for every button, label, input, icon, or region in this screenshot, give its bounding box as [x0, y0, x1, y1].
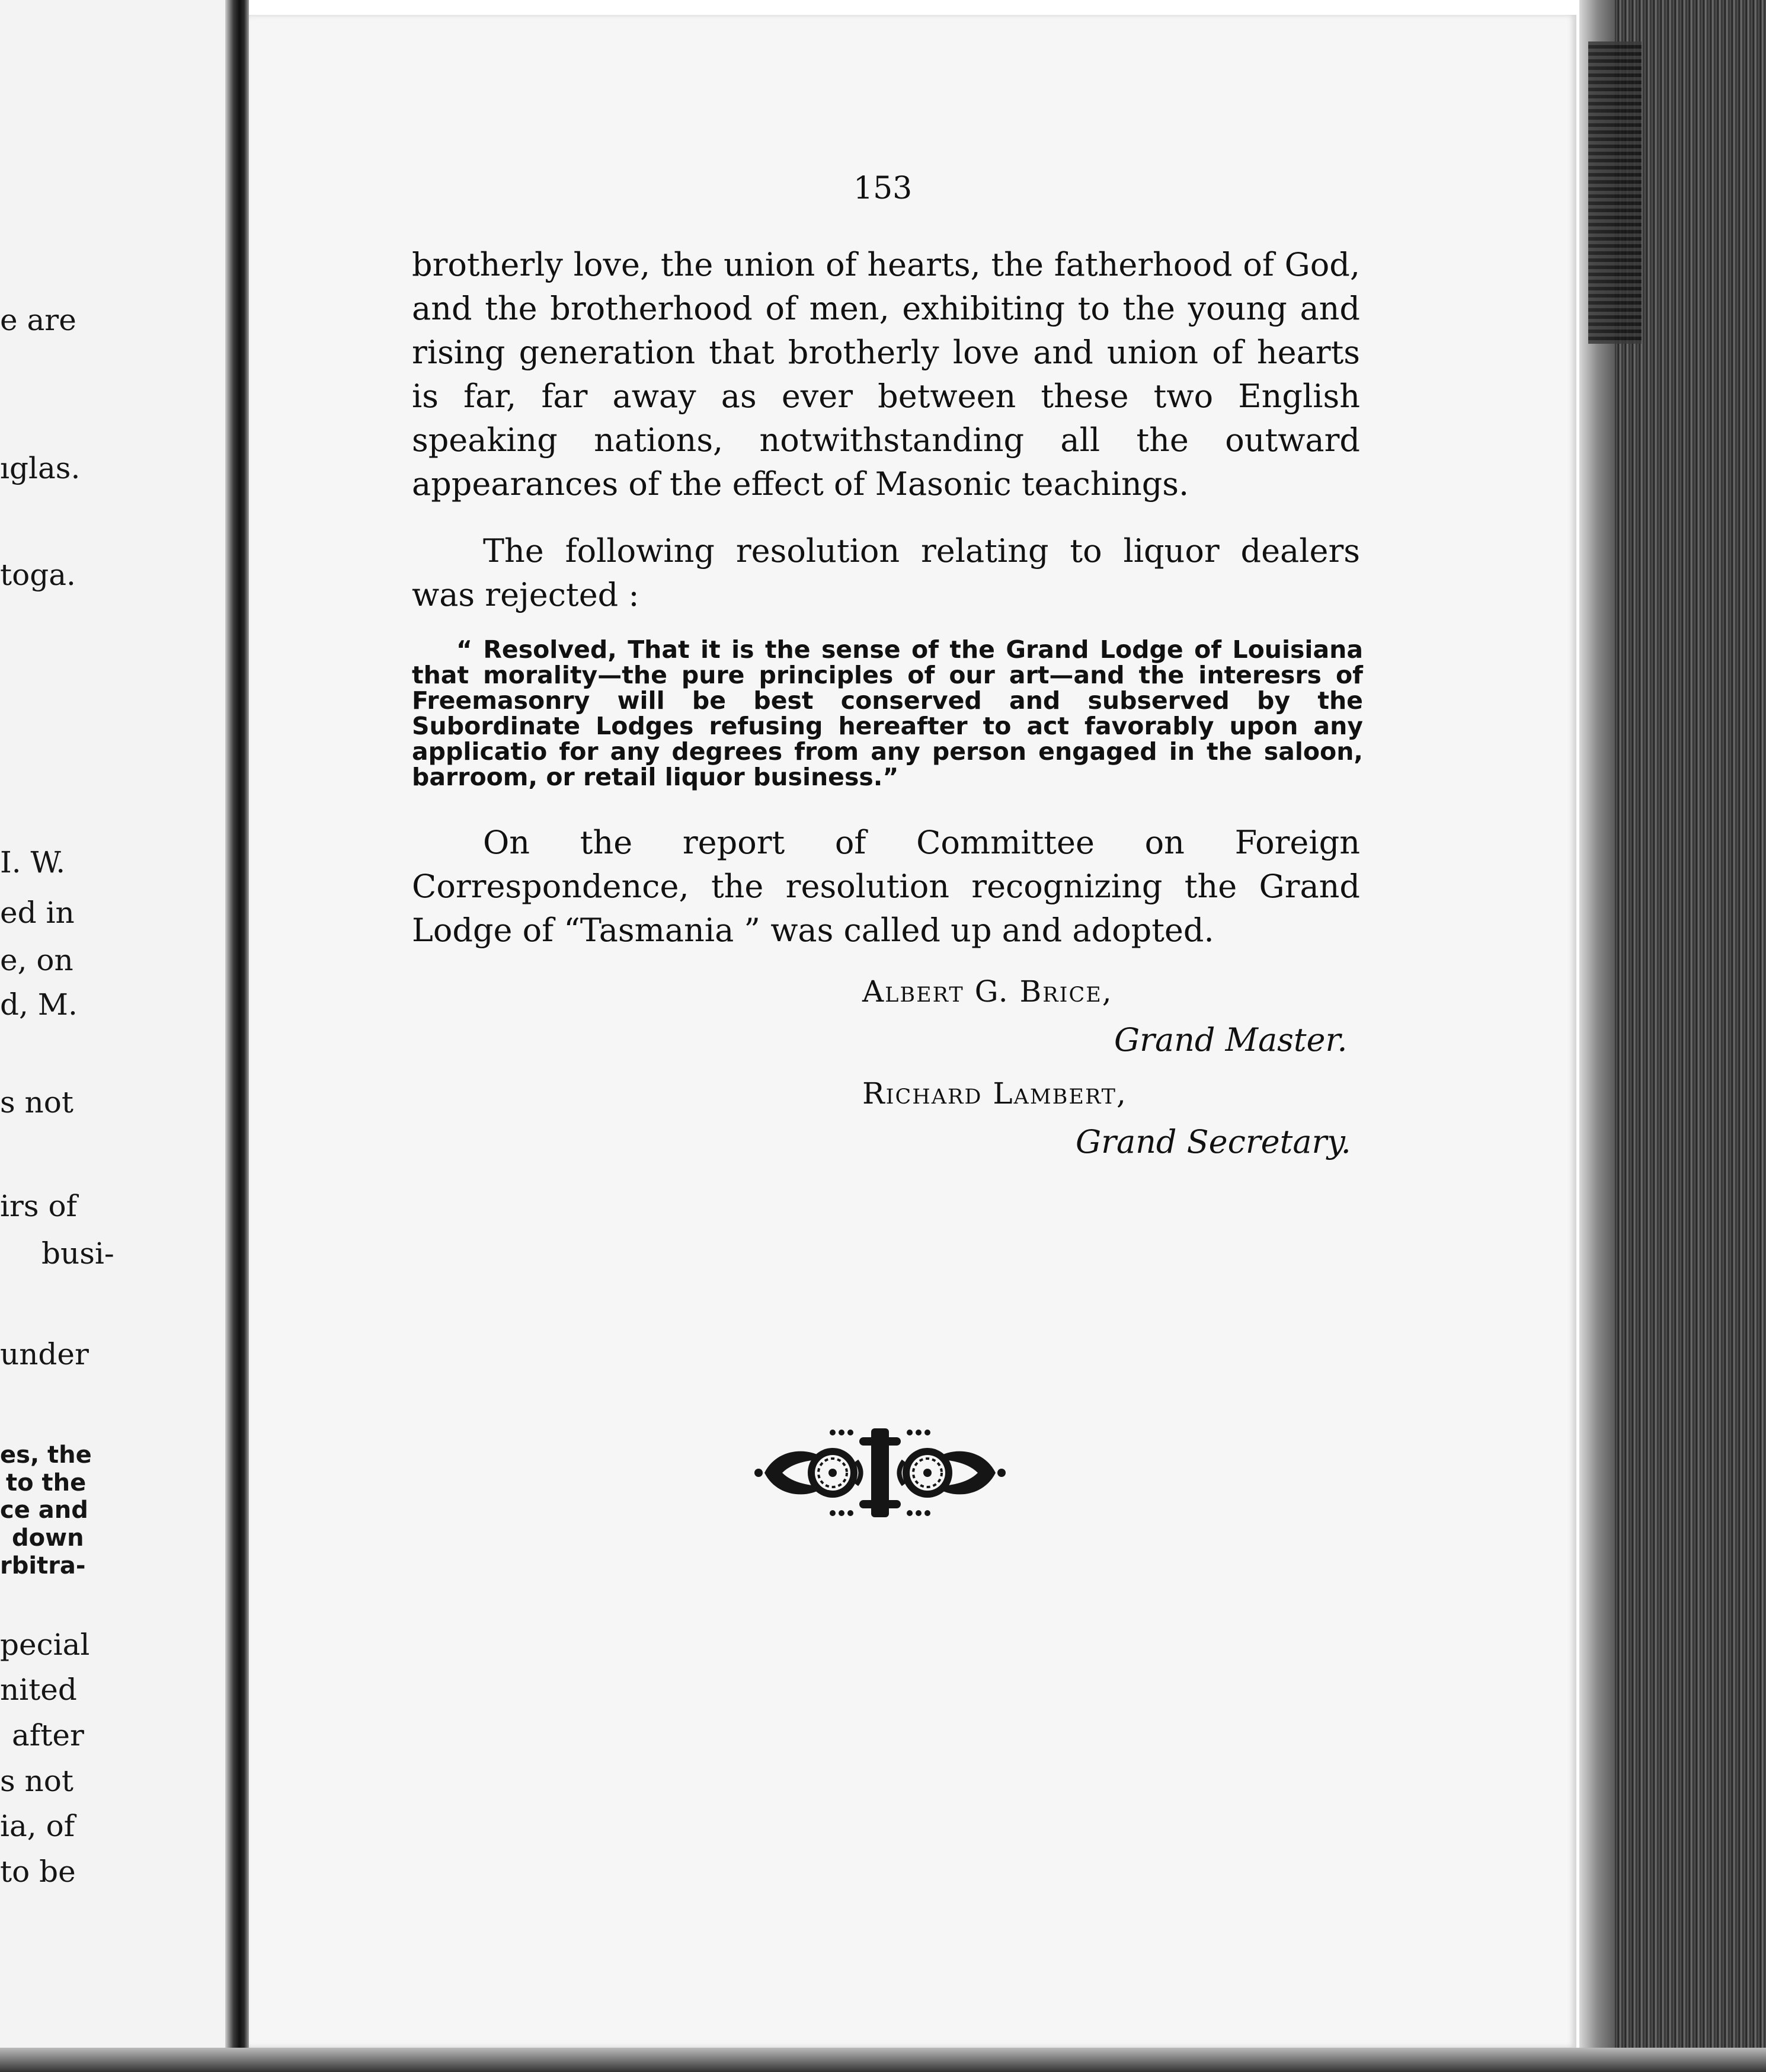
- facing-page-text: to be: [0, 1854, 76, 1889]
- facing-page-text: es, the: [0, 1441, 92, 1469]
- page-edge-band: [1588, 41, 1642, 344]
- facing-page-text: d, M.: [0, 987, 78, 1022]
- facing-page-text: to the: [6, 1469, 87, 1497]
- resolution-quote: “ Resolved, That it is the sense of the Grand Lodge of Louisiana that morality—the pure principles of our art—and the interesrs of Freemasonry will be best conserved and subserved by the Subordinate Lodges refusing hereafter to act favorably upon any applicatio for any degrees from any person engaged in the saloon, barroom, or retail liquor business.”: [412, 635, 1363, 791]
- book-gutter: [225, 0, 249, 2072]
- bottom-shadow: [0, 2048, 1766, 2072]
- facing-page-text: irs of: [0, 1189, 78, 1223]
- paragraph-1: brotherly love, the union of hearts, the fatherhood of God, and the brotherhood of men, exhibiting to the young and rising generation that brotherly love and union of hearts is far, far away as ever between these two English speaking nations, notwithstanding all the outward appearances of the effect of Masonic teachings.: [412, 246, 1360, 503]
- page-number: 153: [853, 171, 913, 206]
- facing-page-text: busi-: [41, 1236, 114, 1271]
- facing-page: [0, 0, 234, 2072]
- facing-page-text: ıglas.: [0, 451, 81, 485]
- facing-page-text: down: [12, 1524, 84, 1552]
- paragraph-2: The following resolution relating to liquor dealers was rejected :: [412, 532, 1360, 613]
- facing-page-text: nited: [0, 1673, 77, 1707]
- signature-title: Grand Master.: [1114, 1021, 1348, 1059]
- facing-page-text: under: [0, 1337, 89, 1371]
- signature-name: Richard Lambert,: [862, 1076, 1127, 1111]
- facing-page-text: after: [12, 1718, 84, 1753]
- ornament-icon: [753, 1425, 1007, 1520]
- facing-page-text: ed in: [0, 896, 75, 930]
- facing-page-text: rbitra-: [0, 1552, 86, 1579]
- facing-page-text: pecial: [0, 1627, 90, 1662]
- facing-page-text: e, on: [0, 943, 73, 977]
- facing-page-text: ia, of: [0, 1809, 75, 1843]
- signature-name: Albert G. Brice,: [862, 974, 1113, 1009]
- facing-page-text: e are: [0, 303, 76, 337]
- signature-title: Grand Secretary.: [1076, 1123, 1351, 1160]
- facing-page-text: toga.: [0, 558, 76, 592]
- facing-page-text: I. W.: [0, 845, 66, 880]
- facing-page-text: ce and: [0, 1497, 88, 1524]
- facing-page-text: s not: [0, 1764, 73, 1798]
- paragraph-3: On the report of Committee on Foreign Correspondence, the resolution recognizing the Grand Lodge of “Tasmania ” was called up and adopted.: [412, 824, 1360, 949]
- facing-page-text: s not: [0, 1085, 73, 1120]
